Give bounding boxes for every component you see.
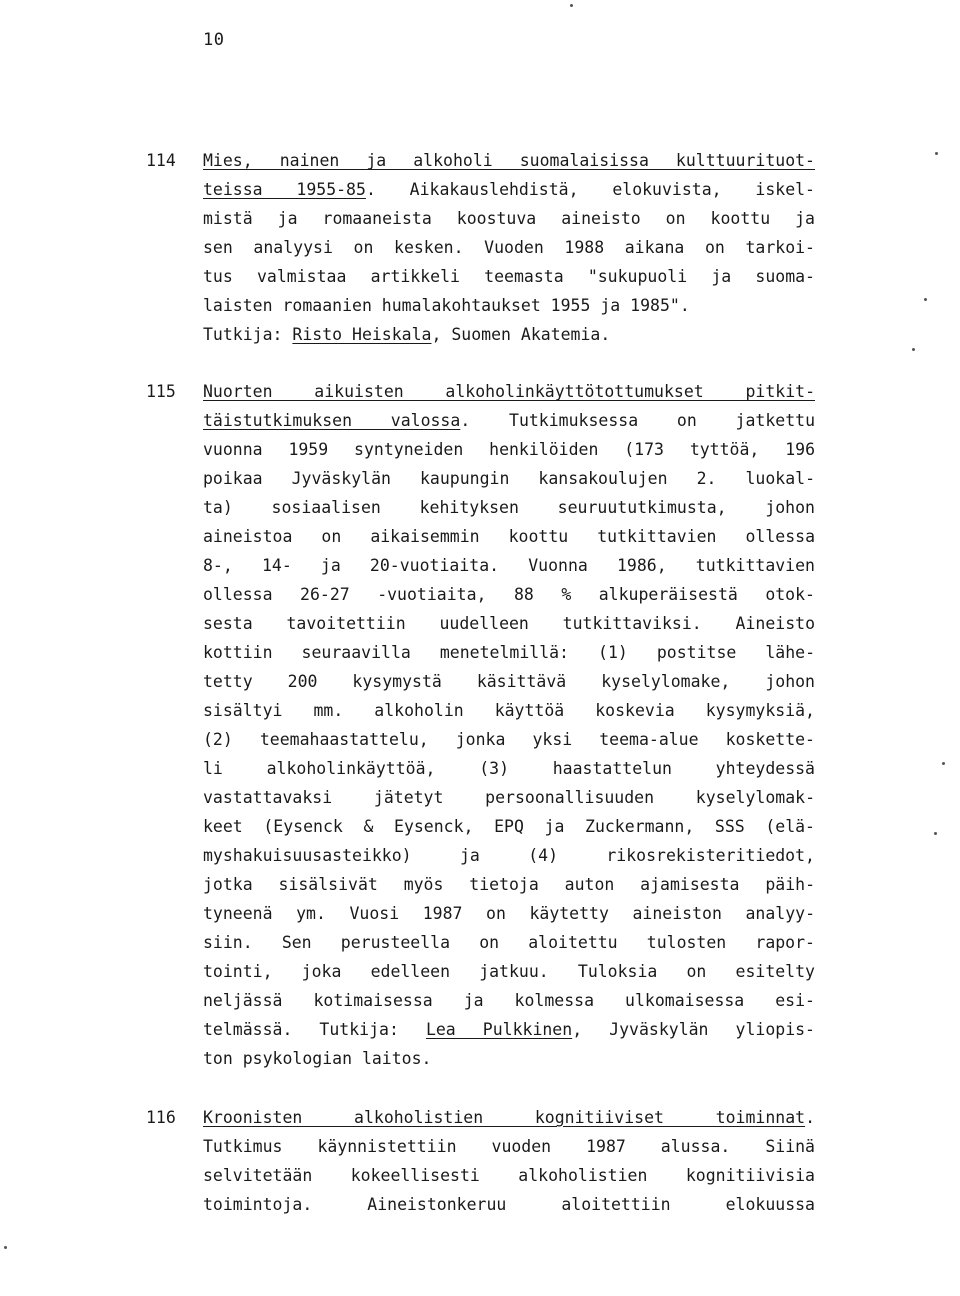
- scan-speck: [942, 762, 945, 765]
- text-line: (2) teemahaastattelu, jonka yksi teema-alue koskette-: [203, 730, 815, 749]
- text-line: sen analyysi on kesken. Vuoden 1988 aikana on tarkoi-: [203, 238, 815, 257]
- text-line: vuonna 1959 syntyneiden henkilöiden (173 tyttöä, 196: [203, 440, 815, 459]
- entry-text: [203, 146, 815, 349]
- researcher-name: Risto Heiskala: [292, 325, 432, 344]
- entry-text: [203, 1103, 815, 1219]
- text-line: kottiin seuraavilla menetelmillä: (1) postitse lähe-: [203, 643, 815, 662]
- researcher-name: Lea Pulkkinen: [425, 1020, 573, 1039]
- scan-speck: [570, 4, 573, 7]
- text-line: tointi, joka edelleen jatkuu. Tuloksia on esitelty: [203, 962, 815, 981]
- text-line: laisten romaanien humalakohtaukset 1955 ja 1985".: [203, 296, 690, 315]
- text-line: poikaa Jyväskylän kaupungin kansakoulujen 2. luokal-: [203, 469, 815, 488]
- text-line: Tutkimus käynnistettiin vuoden 1987 alussa. Siinä: [203, 1137, 815, 1156]
- text-line: ton psykologian laitos.: [203, 1049, 432, 1068]
- text-line: jotka sisälsivät myös tietoja auton ajamisesta päih-: [203, 875, 815, 894]
- text-line: li alkoholinkäyttöä, (3) haastattelun yhteydessä: [203, 759, 815, 778]
- text-line: keet (Eysenck & Eysenck, EPQ ja Zuckermann, SSS (elä-: [203, 817, 815, 836]
- text-line: tus valmistaa artikkeli teemasta "sukupuoli ja suoma-: [203, 267, 815, 286]
- text-line: sisältyi mm. alkoholin käyttöä koskevia kysymyksiä,: [203, 701, 815, 720]
- entry-title: Nuorten aikuisten alkoholinkäyttötottumukset pitkit-: [203, 382, 815, 401]
- scan-speck: [924, 298, 927, 301]
- entry-title: Kroonisten alkoholistien kognitiiviset toiminnat: [203, 1108, 806, 1127]
- scan-speck: [935, 152, 938, 155]
- text-line: ta) sosiaalisen kehityksen seuruututkimusta, johon: [203, 498, 815, 517]
- text-line: selvitetään kokeellisesti alkoholistien kognitiivisia: [203, 1166, 815, 1185]
- entry-text: [203, 377, 815, 1073]
- text-line: tyneenä ym. Vuosi 1987 on käytetty aineiston analyy-: [203, 904, 815, 923]
- text-line: vastattavaksi jätetyt persoonallisuuden kyselylomak-: [203, 788, 815, 807]
- text-line: mistä ja romaaneista koostuva aineisto on koottu ja: [203, 209, 815, 228]
- text-line: tetty 200 kysymystä käsittävä kyselylomake, johon: [203, 672, 815, 691]
- scan-speck: [934, 832, 937, 835]
- scan-speck: [912, 348, 915, 351]
- entry-number: 115: [146, 382, 176, 401]
- entry-number: 114: [146, 151, 176, 170]
- entry-number: 116: [146, 1108, 176, 1127]
- text-line: myshakuisuusasteikko) ja (4) rikosrekisteritiedot,: [203, 846, 815, 865]
- text-line: täistutkimuksen valossa. Tutkimuksessa on jatkettu: [203, 411, 815, 430]
- text-line: aineistoa on aikaisemmin koottu tutkittavien ollessa: [203, 527, 815, 546]
- text-line: neljässä kotimaisessa ja kolmessa ulkomaisessa esi-: [203, 991, 815, 1010]
- scan-speck: [4, 1246, 7, 1249]
- text-line: [203, 377, 815, 406]
- text-line: Tutkija: Risto Heiskala, Suomen Akatemia.: [203, 325, 611, 344]
- entry-title: teissa 1955-85: [203, 180, 366, 199]
- text-line: toimintoja. Aineistonkeruu aloitettiin elokuussa: [203, 1195, 815, 1214]
- text-line: Kroonisten alkoholistien kognitiiviset toiminnat.: [203, 1108, 815, 1127]
- entry-title: täistutkimuksen valossa: [203, 411, 461, 430]
- entry-title: Mies, nainen ja alkoholi suomalaisissa kulttuurituot-: [203, 151, 815, 170]
- text-line: 8-, 14- ja 20-vuotiaita. Vuonna 1986, tutkittavien: [203, 556, 815, 575]
- text-line: sesta tavoitettiin uudelleen tutkittaviksi. Aineisto: [203, 614, 815, 633]
- text-line: siin. Sen perusteella on aloitettu tulosten rapor-: [203, 933, 815, 952]
- text-line: [203, 146, 815, 175]
- text-line: ollessa 26-27 -vuotiaita, 88 % alkuperäisestä otok-: [203, 585, 815, 604]
- text-line: telmässä. Tutkija: Lea Pulkkinen, Jyväskylän yliopis-: [203, 1020, 815, 1039]
- page-number: 10: [203, 30, 225, 50]
- text-line: teissa 1955-85. Aikakauslehdistä, elokuvista, iskel-: [203, 180, 815, 199]
